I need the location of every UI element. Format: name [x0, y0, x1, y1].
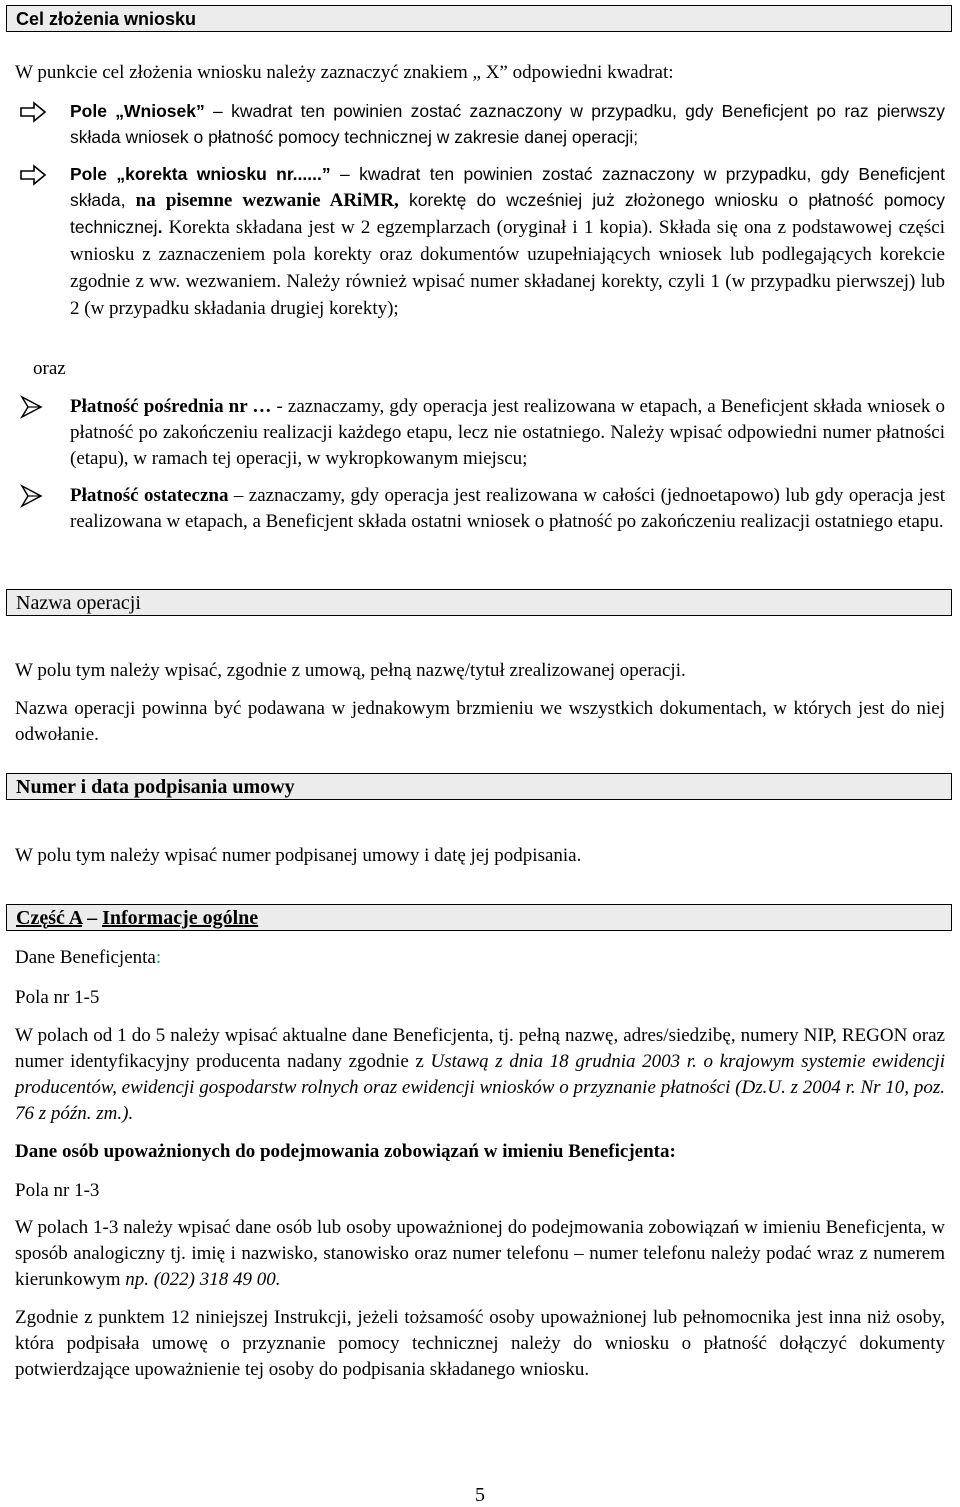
subheading-label: Dane Beneficjenta: [15, 947, 156, 968]
intro-paragraph: W punkcie cel złożenia wniosku należy zaznaczyć znakiem „ X” odpowiedni kwadrat:: [15, 62, 674, 83]
pola-1-3-label: Pola nr 1-3: [15, 1180, 100, 1201]
subheading-osoby-upowaznione: [15, 1139, 945, 1165]
nazwa-paragraph-1: W polu tym należy wpisać, zgodnie z umową, pełną nazwę/tytuł zrealizowanej operacji.: [15, 660, 686, 681]
bullet-posrednia-bold: Płatność pośrednia nr …: [70, 396, 272, 417]
numer-paragraph: W polu tym należy wpisać numer podpisanej umowy i datę jej podpisania.: [15, 845, 582, 866]
bullet-posrednia-text: - zaznaczamy, gdy operacja jest realizowana w etapach, a Beneficjent składa wniosek o płatność po zakończeniu realizacji każdego etapu, lecz nie ostatniego. Należy wpisać odpowiedni numer płatności (etapu), w ramach tej operacji, w wykropkowanym miejscu;: [70, 396, 945, 469]
bullet-wniosek: [70, 98, 945, 150]
pelnomocnik-paragraph: Zgodnie z punktem 12 niniejszej Instrukcji, jeżeli tożsamość osoby upoważnionej lub pełnomocnika jest inna niż osoby, która podpisała umowę o przyznanie pomocy technicznej należy do wniosku o płatność dołączyć dokumenty potwierdzające upoważnienie tej osoby do podpisania składanego wniosku.: [15, 1307, 945, 1380]
subheading-osoby-text: Dane osób upoważnionych do podejmowania zobowiązań w imieniu Beneficjenta:: [15, 1141, 676, 1162]
section-heading-czesc-a: [6, 904, 952, 931]
beneficjent-paragraph-italic: Ustawą z dnia 18 grudnia 2003 r. o krajowym systemie ewidencji producentów, ewidencji gospodarstw rolnych oraz ewidencji wniosków o przyznanie płatności (Dz.U. z 2004 r. Nr 10, poz. 76 z późn. zm.).: [15, 1051, 945, 1124]
bullet-korekta-text-3: Korekta składana jest w 2 egzemplarzach (oryginał i 1 kopia). Składa się ona z podstawowej części wniosku z zaznaczeniem pola korekty oraz dokumentów uzupełniających wniosek lub podlegających korekcie zgodnie z ww. wezwaniem. Należy również wpisać numer składanej korekty, czyli 1 (w przypadku pierwszej) lub 2 (w przypadku składania drugiej korekty);: [70, 217, 945, 319]
bullet-korekta: [70, 161, 945, 322]
section-heading-text: Nazwa operacji: [16, 592, 141, 614]
section-heading-numer: [6, 773, 952, 800]
subheading-colon: :: [155, 947, 162, 968]
section-heading-text: Numer i data podpisania umowy: [16, 776, 295, 798]
bullet-korekta-text-2: korektę do wcześniej już złożonego wniosku o płatność pomocy technicznej: [70, 190, 945, 237]
subheading-dane-beneficjenta: [15, 945, 945, 971]
outline-arrow-icon: [19, 101, 47, 123]
bullet-posrednia: [70, 394, 945, 472]
oraz-label: oraz: [33, 358, 66, 379]
bullet-wniosek-text: – kwadrat ten powinien zostać zaznaczony w przypadku, gdy Beneficjent po raz pierwszy składa wniosek o płatność pomocy technicznej w zakresie danej operacji;: [70, 101, 946, 147]
section-heading-cel: [6, 5, 952, 32]
osoby-paragraph-italic: np. (022) 318 49 00.: [125, 1269, 281, 1290]
section-heading-text: Cel złożenia wniosku: [16, 9, 197, 29]
page-number: 5: [475, 1484, 485, 1506]
bullet-ostateczna-bold: Płatność ostateczna: [70, 485, 229, 506]
nazwa-paragraph-2: Nazwa operacji powinna być podawana w jednakowym brzmieniu we wszystkich dokumentach, w których jest do niej odwołanie.: [15, 698, 945, 745]
bullet-wniosek-bold: Pole „Wniosek”: [70, 101, 205, 121]
check-arrow-icon: [19, 395, 45, 419]
beneficjent-paragraph-text: W polach od 1 do 5 należy wpisać aktualne dane Beneficjenta, tj. pełną nazwę, adres/siedzibę, numery NIP, REGON oraz numer identyfikacyjny producenta nadany zgodnie z: [15, 1025, 945, 1072]
bullet-korekta-bold-3: .: [157, 217, 163, 237]
section-heading-nazwa: [6, 589, 952, 616]
bullet-korekta-bold-2: na pisemne wezwanie ARiMR,: [135, 190, 399, 211]
pola-1-5-label: Pola nr 1-5: [15, 987, 100, 1008]
check-arrow-icon: [19, 484, 45, 508]
bullet-ostateczna-text: – zaznaczamy, gdy operacja jest realizowana w całości (jednoetapowo) lub gdy operacja jest realizowana w etapach, a Beneficjent składa ostatni wniosek o płatność po zakończeniu realizacji ostatniego etapu.: [70, 485, 945, 532]
bullet-ostateczna: [70, 483, 945, 535]
section-heading-dash: –: [82, 907, 103, 929]
osoby-paragraph: [15, 1215, 945, 1293]
beneficjent-paragraph: [15, 1023, 945, 1127]
outline-arrow-icon: [19, 164, 47, 186]
bullet-korekta-text-1: – kwadrat ten powinien zostać zaznaczony w przypadku, gdy Beneficjent składa,: [70, 164, 945, 210]
osoby-paragraph-text: W polach 1-3 należy wpisać dane osób lub osoby upoważnionej do podejmowania zobowiązań w imieniu Beneficjenta, w sposób analogiczny tj. imię i nazwisko, stanowisko oraz numer telefonu – numer telefonu należy podać wraz z numerem kierunkowym: [15, 1217, 945, 1290]
section-heading-title: Informacje ogólne: [102, 907, 259, 929]
bullet-korekta-bold: Pole „korekta wniosku nr......”: [70, 164, 331, 184]
section-heading-part: Część A: [16, 907, 83, 929]
